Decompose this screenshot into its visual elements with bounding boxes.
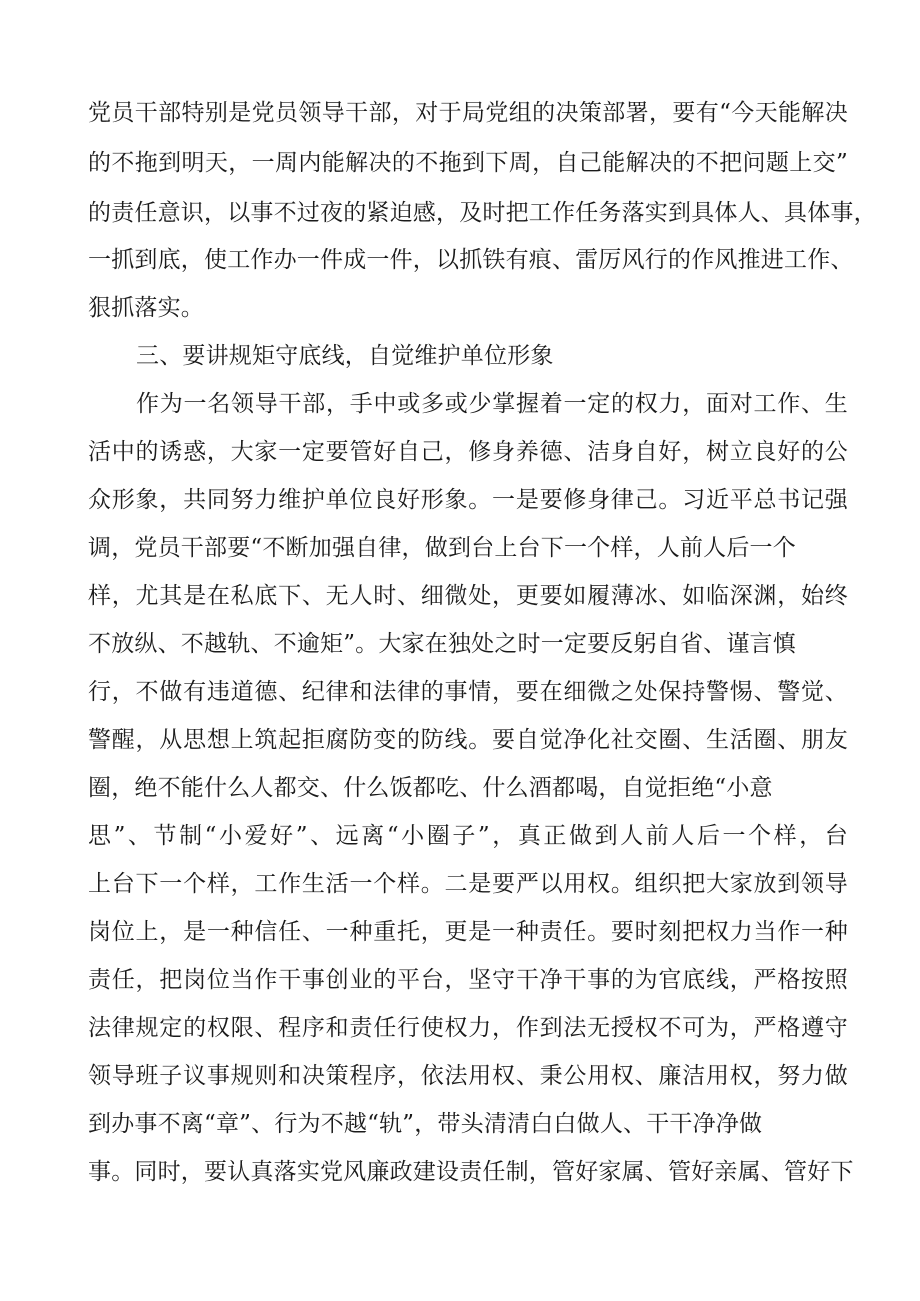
text-line: 一抓到底，使工作办一件成一件，以抓铁有痕、雷厉风行的作风推进工作、 bbox=[88, 247, 854, 273]
text-line: 法律规定的权限、程序和责任行使权力，作到法无授权不可为，严格遵守 bbox=[88, 1015, 848, 1041]
text-line: 上台下一个样，工作生活一个样。二是要严以用权。组织把大家放到领导 bbox=[88, 871, 848, 897]
text-line: 责任，把岗位当作干事创业的平台，坚守干净干事的为官底线，严格按照 bbox=[88, 967, 848, 993]
text-line: 岗位上，是一种信任、一种重托，更是一种责任。要时刻把权力当作一种 bbox=[88, 919, 848, 945]
text-line: 作为一名领导干部，手中或多或少掌握着一定的权力，面对工作、生 bbox=[136, 391, 848, 417]
text-line: 活中的诱惑，大家一定要管好自己，修身养德、洁身自好，树立良好的公 bbox=[88, 439, 848, 465]
text-line: 狠抓落实。 bbox=[88, 295, 204, 321]
text-line: 警醒，从思想上筑起拒腐防变的防线。要自觉净化社交圈、生活圈、朋友 bbox=[88, 727, 848, 753]
text-line: 事。同时，要认真落实党风廉政建设责任制，管好家属、管好亲属、管好下 bbox=[88, 1159, 854, 1185]
text-line: 的不拖到明天，一周内能解决的不拖到下周，自己能解决的不把问题上交” bbox=[88, 150, 848, 176]
text-line: 思”、节制“小爱好”、远离“小圈子”，真正做到人前人后一个样，台 bbox=[88, 823, 848, 849]
text-line: 众形象，共同努力维护单位良好形象。一是要修身律己。习近平总书记强 bbox=[88, 487, 848, 513]
text-line: 领导班子议事规则和决策程序，依法用权、秉公用权、廉洁用权，努力做 bbox=[88, 1063, 848, 1089]
text-line: 圈，绝不能什么人都交、什么饭都吃、什么酒都喝，自觉拒绝“小意 bbox=[88, 775, 773, 801]
section-heading: 三、要讲规矩守底线，自觉维护单位形象 bbox=[136, 343, 554, 369]
text-line: 到办事不离“章”、行为不越“轨”，带头清清白白做人、干干净净做 bbox=[88, 1111, 763, 1137]
text-line: 不放纵、不越轨、不逾矩”。大家在独处之时一定要反躬自省、谨言慎 bbox=[88, 631, 796, 657]
text-line: 行，不做有违道德、纪律和法律的事情，要在细微之处保持警惕、警觉、 bbox=[88, 679, 848, 705]
text-line: 的责任意识，以事不过夜的紧迫感，及时把工作任务落实到具体人、具体事， bbox=[88, 200, 877, 226]
text-line: 样，尤其是在私底下、无人时、细微处，更要如履薄冰、如临深渊，始终 bbox=[88, 583, 848, 609]
text-line: 调，党员干部要“不断加强自律，做到台上台下一个样，人前人后一个 bbox=[88, 535, 796, 561]
text-line: 党员干部特别是党员领导干部，对于局党组的决策部署，要有“今天能解决 bbox=[88, 100, 848, 126]
